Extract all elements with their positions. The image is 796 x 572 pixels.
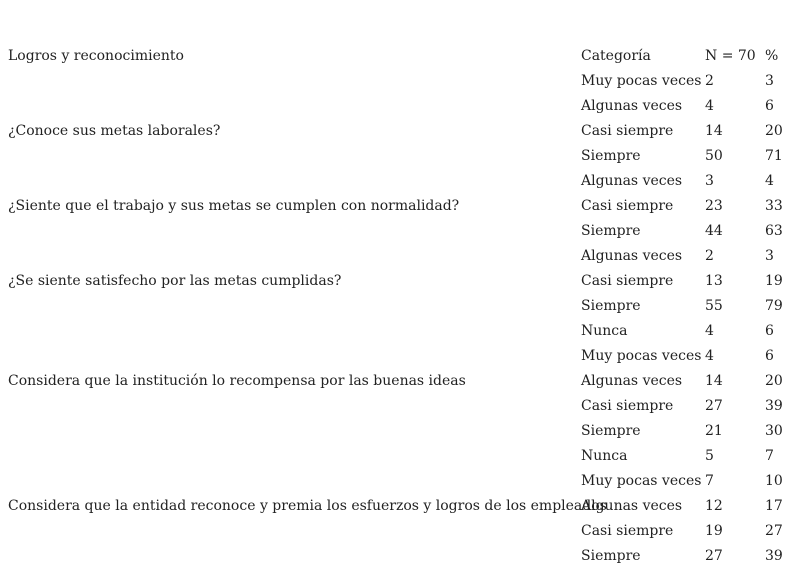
table-header-row — [8, 44, 796, 69]
category-cell: Algunas veces — [581, 373, 683, 389]
table-row — [8, 69, 796, 94]
table-row — [8, 519, 796, 544]
count-cell: 4 — [705, 323, 714, 339]
count-cell: 7 — [705, 473, 714, 489]
percent-cell: 30 — [765, 423, 783, 439]
percent-cell: 7 — [765, 448, 774, 464]
count-cell: 44 — [705, 223, 723, 239]
category-cell: Nunca — [581, 323, 628, 339]
percent-cell: 17 — [765, 498, 783, 514]
table-row — [8, 294, 796, 319]
table-row — [8, 319, 796, 344]
count-cell: 23 — [705, 198, 723, 214]
percent-cell: 79 — [765, 298, 783, 314]
table-row — [8, 94, 796, 119]
percent-cell: 39 — [765, 548, 783, 564]
category-cell: Algunas veces — [581, 498, 683, 514]
percent-cell: 3 — [765, 248, 774, 264]
count-cell: 14 — [705, 373, 723, 389]
table-row — [8, 119, 796, 144]
question-text: Considera que la institución lo recompensa por las buenas ideas — [8, 373, 466, 389]
table-row — [8, 444, 796, 469]
count-cell: 12 — [705, 498, 723, 514]
table-row — [8, 269, 796, 294]
category-cell: Siempre — [581, 423, 641, 439]
count-cell: 2 — [705, 73, 714, 89]
percent-cell: 20 — [765, 123, 783, 139]
question-text: ¿Se siente satisfecho por las metas cumplidas? — [8, 273, 342, 289]
table-row — [8, 369, 796, 394]
table-row — [8, 244, 796, 269]
category-cell: Siempre — [581, 548, 641, 564]
column-header-category: Categoría — [581, 48, 651, 64]
question-text: ¿Conoce sus metas laborales? — [8, 123, 221, 139]
percent-cell: 20 — [765, 373, 783, 389]
percent-cell: 6 — [765, 348, 774, 364]
category-cell: Casi siempre — [581, 123, 674, 139]
table-row — [8, 169, 796, 194]
count-cell: 4 — [705, 348, 714, 364]
count-cell: 14 — [705, 123, 723, 139]
count-cell: 21 — [705, 423, 723, 439]
table-title: Logros y reconocimiento — [8, 48, 184, 64]
category-cell: Muy pocas veces — [581, 73, 702, 89]
percent-cell: 33 — [765, 198, 783, 214]
category-cell: Casi siempre — [581, 523, 674, 539]
percent-cell: 63 — [765, 223, 783, 239]
percent-cell: 6 — [765, 323, 774, 339]
question-text: Considera que la entidad reconoce y premia los esfuerzos y logros de los empleados — [8, 498, 607, 514]
count-cell: 3 — [705, 173, 714, 189]
category-cell: Siempre — [581, 223, 641, 239]
table-row — [8, 494, 796, 519]
count-cell: 27 — [705, 398, 723, 414]
count-cell: 4 — [705, 98, 714, 114]
percent-cell: 6 — [765, 98, 774, 114]
category-cell: Siempre — [581, 148, 641, 164]
category-cell: Algunas veces — [581, 248, 683, 264]
category-cell: Casi siempre — [581, 198, 674, 214]
question-text: ¿Siente que el trabajo y sus metas se cumplen con normalidad? — [8, 198, 460, 214]
table-row — [8, 544, 796, 569]
category-cell: Nunca — [581, 448, 628, 464]
table-row — [8, 394, 796, 419]
table-row — [8, 344, 796, 369]
category-cell: Algunas veces — [581, 173, 683, 189]
count-cell: 55 — [705, 298, 723, 314]
table-row — [8, 419, 796, 444]
count-cell: 13 — [705, 273, 723, 289]
percent-cell: 10 — [765, 473, 783, 489]
table-row — [8, 469, 796, 494]
column-header-n: N = 70 — [705, 48, 756, 64]
count-cell: 5 — [705, 448, 714, 464]
table-row — [8, 219, 796, 244]
percent-cell: 19 — [765, 273, 783, 289]
category-cell: Casi siempre — [581, 398, 674, 414]
percent-cell: 27 — [765, 523, 783, 539]
category-cell: Algunas veces — [581, 98, 683, 114]
count-cell: 50 — [705, 148, 723, 164]
table-body — [8, 69, 796, 569]
results-table — [8, 44, 796, 569]
percent-cell: 71 — [765, 148, 783, 164]
count-cell: 19 — [705, 523, 723, 539]
count-cell: 2 — [705, 248, 714, 264]
percent-cell: 3 — [765, 73, 774, 89]
category-cell: Siempre — [581, 298, 641, 314]
count-cell: 27 — [705, 548, 723, 564]
category-cell: Muy pocas veces — [581, 473, 702, 489]
column-header-percent: % — [765, 48, 779, 64]
category-cell: Casi siempre — [581, 273, 674, 289]
category-cell: Muy pocas veces — [581, 348, 702, 364]
percent-cell: 4 — [765, 173, 774, 189]
percent-cell: 39 — [765, 398, 783, 414]
table-row — [8, 144, 796, 169]
table-row — [8, 194, 796, 219]
